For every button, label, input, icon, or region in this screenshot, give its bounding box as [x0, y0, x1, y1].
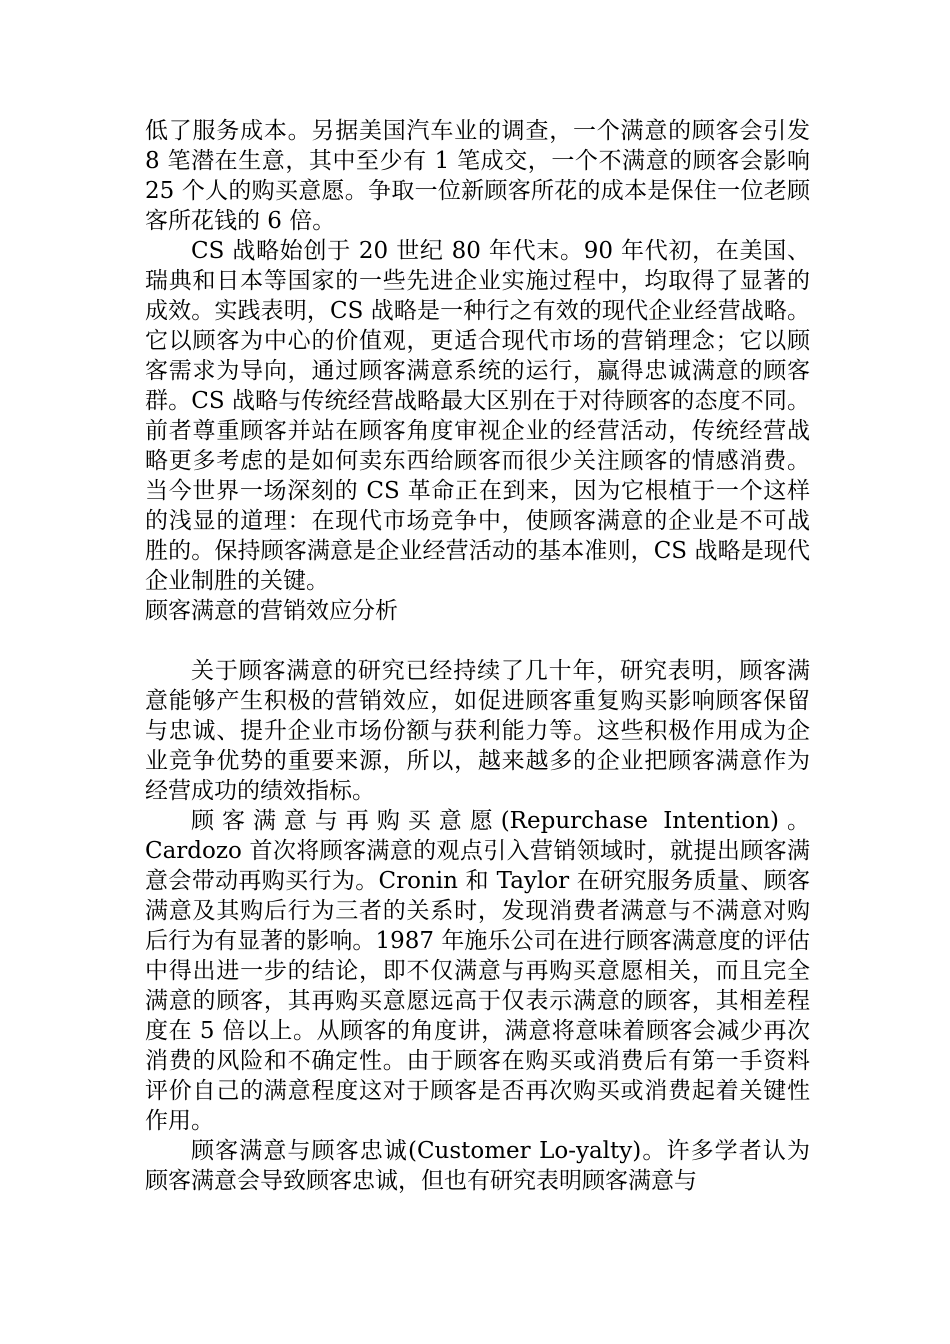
section-heading: 顾客满意的营销效应分析 [145, 598, 398, 624]
paragraph-1: 低了服务成本。另据美国汽车业的调查，一个满意的顾客会引发 8 笔潜在生意，其中至少有 1 笔成交，一个不满意的顾客会影响 25 个人的购买意愿。争取一位新顾客所花的成本是保住一位老顾客所花钱的 6 倍。 [145, 118, 810, 234]
document-page [145, 116, 810, 1196]
paragraph-2: CS 战略始创于 20 世纪 80 年代末。90 年代初，在美国、瑞典和日本等国家的一些先进企业实施过程中，均取得了显著的成效。实践表明，CS 战略是一种行之有效的现代企业经营战略。它以顾客为中心的价值观，更适合现代市场的营销理念；它以顾客需求为导向，通过顾客满意系统的运行，赢得忠诚满意的顾客群。CS 战略与传统经营战略最大区别在于对待顾客的态度不同。前者尊重顾客并站在顾客角度审视企业的经营活动，传统经营战略更多考虑的是如何卖东西给顾客而很少关注顾客的情感消费。当今世界一场深刻的 CS 革命正在到来，因为它根植于一个这样的浅显的道理：在现代市场竞争中，使顾客满意的企业是不可战胜的。保持顾客满意是企业经营活动的基本准则，CS 战略是现代企业制胜的关键。 [145, 238, 810, 594]
paragraph-5: 顾客满意与顾客忠诚(Customer Lo-yalty)。许多学者认为顾客满意会导致顾客忠诚，但也有研究表明顾客满意与 [145, 1138, 810, 1194]
paragraph-3: 关于顾客满意的研究已经持续了几十年，研究表明，顾客满意能够产生积极的营销效应，如促进顾客重复购买影响顾客保留与忠诚、提升企业市场份额与获利能力等。这些积极作用成为企业竞争优势的重要来源，所以，越来越多的企业把顾客满意作为经营成功的绩效指标。 [145, 658, 810, 804]
paragraph-4: 顾客满意与再购买意愿(Repurchase Intention)。Cardozo 首次将顾客满意的观点引入营销领域时，就提出顾客满意会带动再购买行为。Cronin 和 Taylor 在研究服务质量、顾客满意及其购后行为三者的关系时，发现消费者满意与不满意对购后行为有显著的影响。1987 年施乐公司在进行顾客满意度的评估中得出进一步的结论，即不仅满意与再购买意愿相关，而且完全满意的顾客，其再购买意愿远高于仅表示满意的顾客，其相差程度在 5 倍以上。从顾客的角度讲，满意将意味着顾客会减少再次消费的风险和不确定性。由于顾客在购买或消费后有第一手资料评价自己的满意程度这对于顾客是否再次购买或消费起着关键性作用。 [145, 808, 810, 1134]
